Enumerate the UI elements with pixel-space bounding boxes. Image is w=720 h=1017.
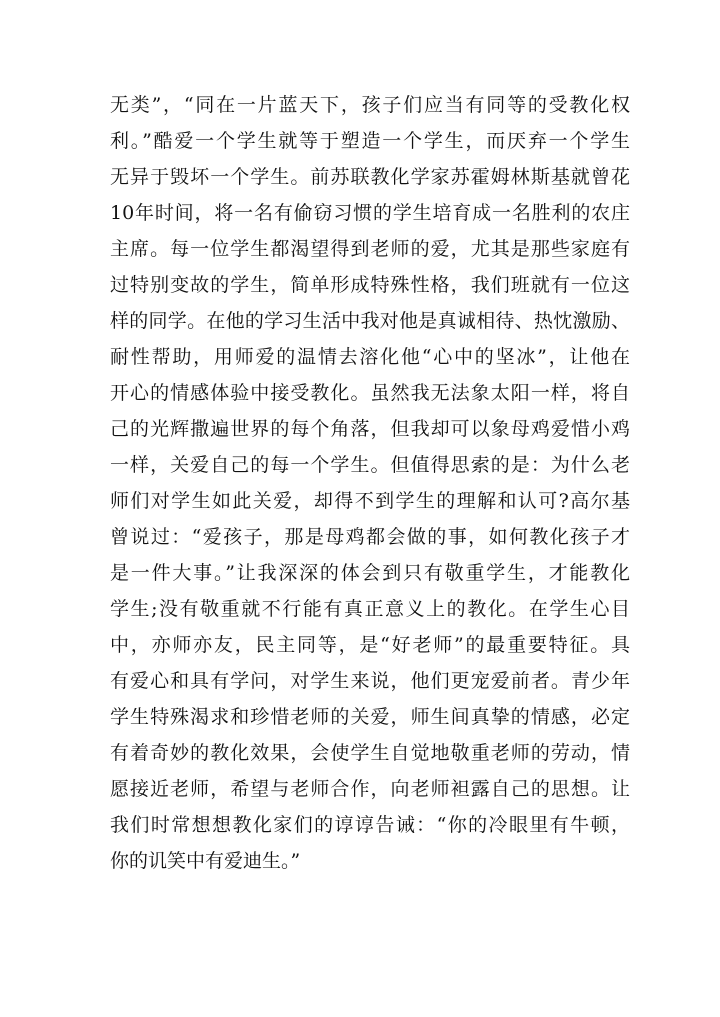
text-line: 己的光辉撒遍世界的每个角落，但我却可以象母鸡爱惜小鸡 (110, 418, 630, 440)
text-line: 学生特殊渴求和珍惜老师的关爱，师生间真挚的情感，必定 (110, 706, 630, 728)
text-line: 我们时常想想教化家们的谆谆告诫：“你的冷眼里有牛顿， (110, 814, 630, 836)
text-line: 过特别变故的学生，简单形成特殊性格，我们班就有一位这 (110, 274, 630, 296)
text-line: 中，亦师亦友，民主同等，是“好老师”的最重要特征。具 (110, 634, 630, 656)
text-line: 曾说过：“爱孩子，那是母鸡都会做的事，如何教化孩子才 (110, 526, 630, 548)
text-line: 无异于毁坏一个学生。前苏联教化学家苏霍姆林斯基就曾花 (110, 166, 630, 188)
text-line: 一样，关爱自己的每一个学生。但值得思索的是：为什么老 (110, 454, 630, 476)
text-line: 样的同学。在他的学习生活中我对他是真诚相待、热忱激励、 (110, 310, 630, 332)
text-line: 10年时间，将一名有偷窃习惯的学生培育成一名胜利的农庄 (110, 202, 630, 224)
text-line: 有着奇妙的教化效果，会使学生自觉地敬重老师的劳动，情 (110, 742, 630, 764)
text-line: 师们对学生如此关爱，却得不到学生的理解和认可?高尔基 (110, 490, 630, 512)
text-line: 学生;没有敬重就不行能有真正意义上的教化。在学生心目 (110, 598, 630, 620)
body-paragraph (110, 87, 630, 879)
text-line: 你的讥笑中有爱迪生。” (110, 850, 301, 872)
text-line: 主席。每一位学生都渴望得到老师的爱，尤其是那些家庭有 (110, 238, 630, 260)
text-line: 开心的情感体验中接受教化。虽然我无法象太阳一样，将自 (110, 382, 630, 404)
text-line: 利。”酷爱一个学生就等于塑造一个学生，而厌弃一个学生 (110, 130, 630, 152)
text-line: 有爱心和具有学问，对学生来说，他们更宠爱前者。青少年 (110, 670, 630, 692)
text-line: 耐性帮助，用师爱的温情去溶化他“心中的坚冰”，让他在 (110, 346, 630, 368)
text-line: 是一件大事。”让我深深的体会到只有敬重学生，才能教化 (110, 562, 630, 584)
text-line: 无类”，“同在一片蓝天下，孩子们应当有同等的受教化权 (110, 94, 630, 116)
text-line: 愿接近老师，希望与老师合作，向老师袒露自己的思想。让 (110, 778, 630, 800)
